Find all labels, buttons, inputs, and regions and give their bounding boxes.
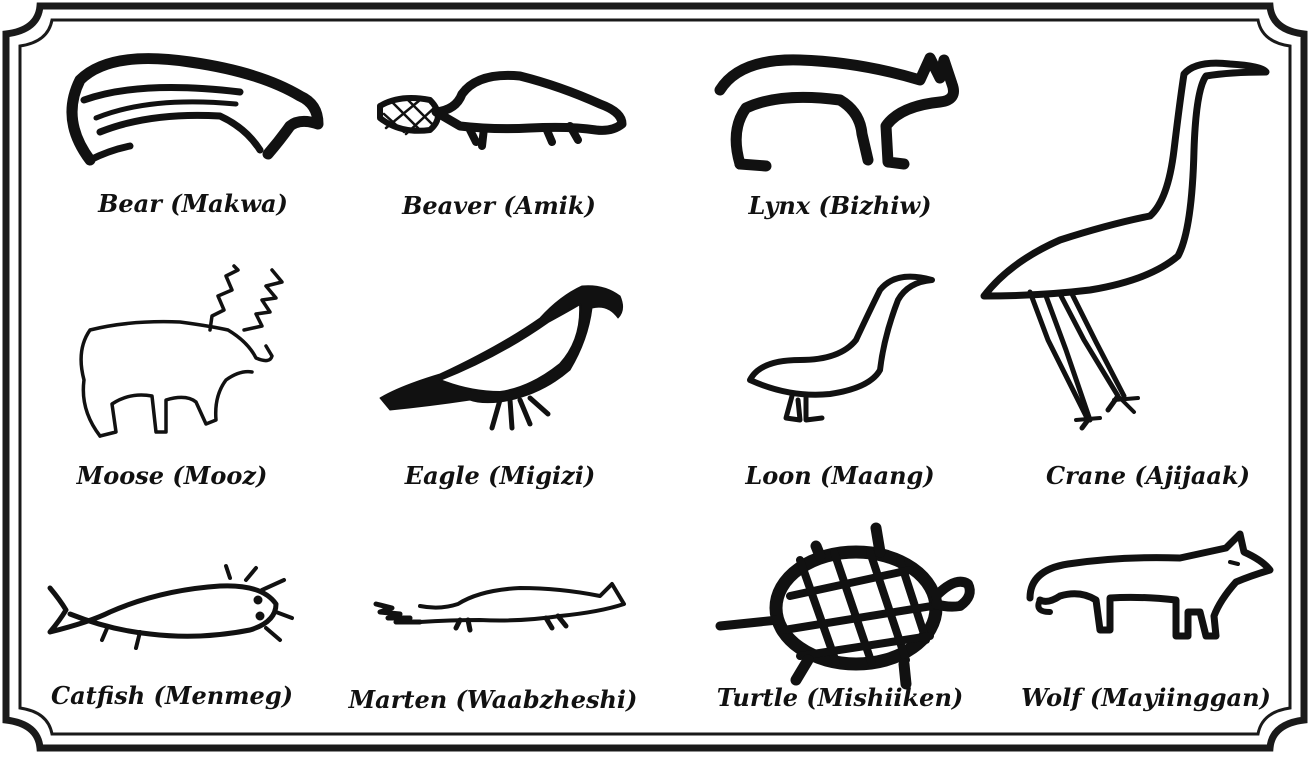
wolf-icon [1030,534,1270,636]
crane-icon [984,63,1266,428]
beaver-icon [380,75,622,146]
bear-icon [72,59,318,160]
loon-icon [750,277,932,420]
moose-label: Moose (Mooz) [76,461,268,490]
bear-label: Bear (Makwa) [98,189,288,218]
lynx-icon [720,58,954,166]
loon-label: Loon (Maang) [745,461,935,490]
catfish-icon [50,566,292,648]
moose-icon [81,266,282,436]
turtle-icon [720,528,970,684]
turtle-label: Turtle (Mishiiken) [716,683,964,712]
lynx-label: Lynx (Bizhiw) [748,191,932,220]
wolf-label: Wolf (Mayiinggan) [1021,683,1271,712]
crane-label: Crane (Ajijaak) [1046,461,1250,490]
eagle-label: Eagle (Migizi) [404,461,596,490]
catfish-label: Catfish (Menmeg) [51,681,293,710]
marten-label: Marten (Waabzheshi) [348,685,638,714]
marten-icon [376,584,624,630]
eagle-icon [380,286,623,428]
beaver-label: Beaver (Amik) [402,191,596,220]
